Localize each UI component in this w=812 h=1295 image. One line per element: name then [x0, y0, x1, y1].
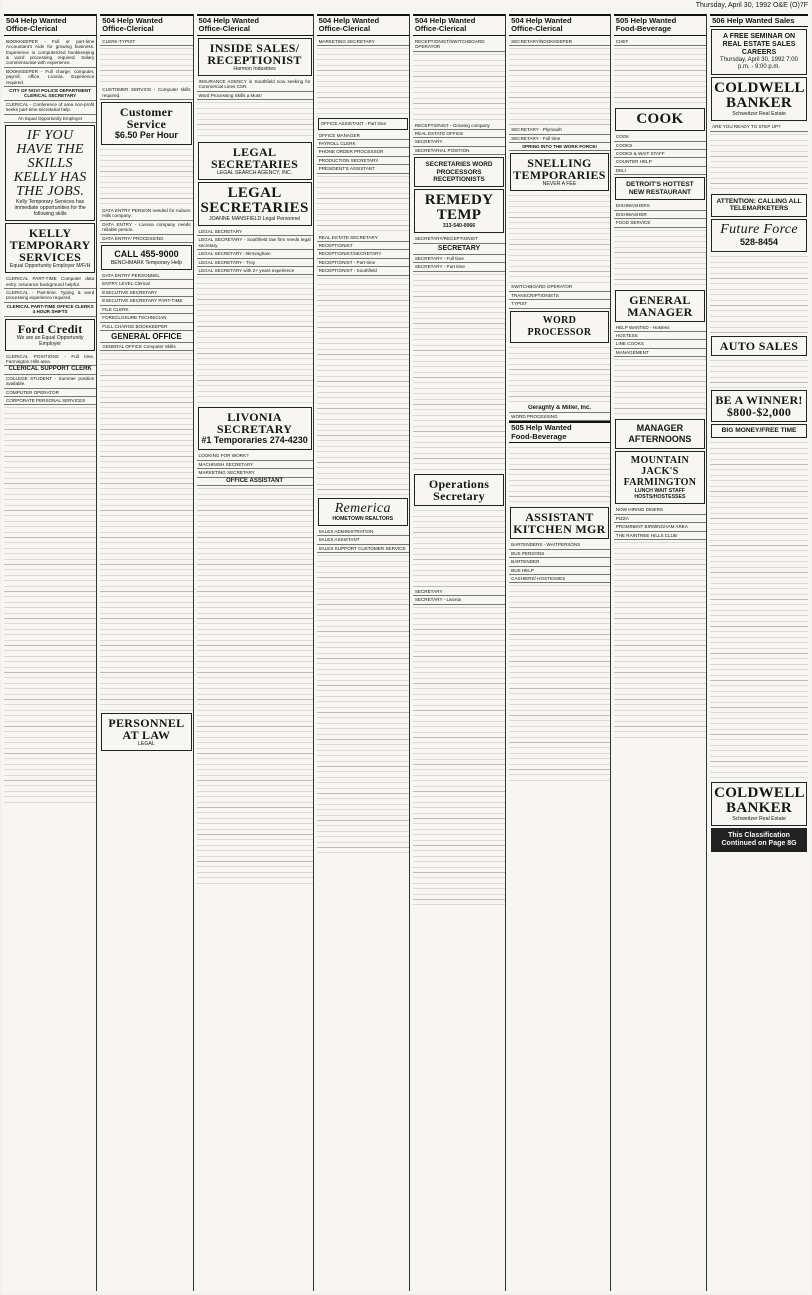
classified-ad: SECRETARY - Full time — [413, 255, 505, 263]
display-ad-title: Customer Service — [119, 105, 173, 132]
fine-print — [614, 46, 706, 106]
column-4 — [317, 14, 410, 1291]
classified-ad: CHEF — [614, 38, 706, 46]
classified-ad: DISHWASHERS — [614, 202, 706, 210]
display-ad-sub: 528-8454 — [740, 237, 779, 247]
column-2 — [100, 14, 193, 1291]
display-ad-livonia — [198, 407, 312, 450]
classified-ad: INSURANCE AGENCY in Southfield now seeking for Commercial Lines CSR. — [197, 78, 313, 92]
column-5 — [413, 14, 506, 1291]
classified-ad: WORD PROCESSING — [509, 413, 610, 421]
classified-ad: RECEPTIONIST — [317, 242, 409, 250]
fine-print — [413, 52, 505, 122]
display-ad-be-a-winner — [711, 390, 807, 422]
display-ad-title: KELLY TEMPORARY SERVICES — [9, 226, 91, 265]
section-header: 504 Help Wanted Office-Clerical — [100, 14, 192, 36]
display-ad-remedy — [414, 189, 504, 233]
classified-ad: DELI — [614, 167, 706, 175]
fine-print — [509, 583, 610, 783]
display-ad-customer-service — [101, 102, 191, 145]
newspaper-page — [2, 0, 810, 1293]
section-header: 506 Help Wanted Sales — [710, 14, 808, 27]
classified-ad: FOOD SERVICE — [614, 219, 706, 227]
classified-ad: CLERICAL PART-TIME OFFICE CLERKS 4 HOUR SHIFTS — [4, 303, 96, 317]
classified-ad: MARKETING SECRETARY — [317, 38, 409, 46]
display-ad-title: SNELLING TEMPORARIES — [513, 156, 606, 183]
classified-ad: NOW HIRING DINERS — [614, 506, 706, 514]
classified-ad: LINE COOKS — [614, 340, 706, 348]
classified-ad: BUS HELP — [509, 567, 610, 575]
display-ad-general-manager — [615, 290, 705, 322]
fine-print — [100, 147, 192, 207]
classified-ad: LEGAL SECRETARY — [197, 228, 313, 236]
classified-ad: EXECUTIVE SECRETARY — [100, 289, 192, 297]
classified-ad: RECEPTIONIST - Southfield — [317, 267, 409, 275]
classified-ad: OFFICE ASSISTANT - Part time — [318, 118, 408, 129]
classified-ad: SECRETARY — [413, 244, 505, 255]
display-ad-sub: Kelly Temporary Services has immediate opportunities for the following skills — [14, 199, 86, 218]
classified-ad: CITY OF NOVI POLICE DEPARTMENT CLERICAL SECRETARY — [4, 87, 96, 101]
classified-ad: DATA ENTRY/ PROCESSING — [100, 235, 192, 243]
display-ad-title: Future Force — [720, 222, 798, 237]
display-ad-remerica — [318, 498, 408, 526]
classified-ad: SALES SUPPORT CUSTOMER SERVICE — [317, 545, 409, 553]
classified-ad: SPRING INTO THE WORK FORCE! — [509, 143, 610, 151]
display-ad-coldwell-banker-2 — [711, 782, 807, 826]
display-ad-mansfield — [198, 182, 312, 226]
display-ad-kelly — [5, 125, 95, 221]
classified-ad: Word Processing Skills a Must! — [197, 92, 313, 100]
display-ad-title: REMEDY TEMP — [424, 192, 494, 224]
column-8 — [710, 14, 808, 1291]
display-ad-title: Operations Secretary — [428, 476, 490, 503]
display-ad-title: LEGAL SECRETARIES — [211, 145, 299, 172]
fine-print — [509, 445, 610, 505]
column-3 — [197, 14, 314, 1291]
classified-ad: MARKETING SECRETARY — [197, 469, 313, 477]
display-ad-auto-sales — [711, 336, 807, 356]
fine-print — [197, 275, 313, 405]
section-header: 504 Help Wanted Office-Clerical — [317, 14, 409, 36]
display-ad-secretaries — [414, 157, 504, 187]
classified-ad: HOSTESS — [614, 332, 706, 340]
display-ad-title: LEGAL SECRETARIES — [200, 185, 309, 217]
display-ad-title: COLDWELL BANKER — [714, 80, 805, 112]
classified-ad: SWITCHBOARD OPERATOR — [509, 283, 610, 291]
column-7 — [614, 14, 707, 1291]
display-ad-title: SECRETARIES WORD PROCESSORS RECEPTIONISTS — [425, 161, 493, 184]
classified-ad: SECRETARY — [413, 588, 505, 596]
display-ad-inside-sales — [198, 38, 312, 76]
classified-ad: COUNTER HELP — [614, 158, 706, 166]
classified-ad: COMPUTER OPERATOR — [4, 389, 96, 397]
classified-ad: RECEPTIONIST - Part-time — [317, 259, 409, 267]
classified-ad: CLERICAL POSITIONS - Full time, Farmington Hills area. — [4, 353, 96, 367]
section-header: 504 Help Wanted Office-Clerical — [197, 14, 313, 36]
classified-ad: CLERICAL - Conference of area non-profit seeks part-time secretarial help. — [4, 101, 96, 115]
fine-print — [317, 46, 409, 116]
display-ad-title: Remerica — [334, 500, 391, 516]
classified-ad: BOOKKEEPER - Full charge, computer, payroll, office, Livonia. Experience required. — [4, 68, 96, 87]
display-ad-sub: Equal Opportunity Employer M/F/H — [9, 263, 91, 270]
display-ad-title: ASSISTANT KITCHEN MGR — [513, 510, 606, 537]
display-ad-operations — [414, 474, 504, 506]
display-ad-kelly-temps — [5, 223, 95, 273]
classified-ad: SECRETARY - Plymouth — [509, 126, 610, 134]
display-ad-title: BE A WINNER! $800-$2,000 — [715, 393, 803, 419]
display-ad-word-processor — [510, 311, 609, 343]
section-header: 505 Help Wanted Food-Beverage — [509, 421, 610, 443]
classified-ad: MANAGEMENT — [614, 349, 706, 357]
fine-print — [317, 174, 409, 234]
classified-ad: CLERK-TYPIST — [100, 38, 192, 46]
fine-print — [317, 553, 409, 853]
classified-ad: RECEPTIONIST/SWITCHBOARD OPERATOR — [413, 38, 505, 52]
classified-ad: CLERICAL SUPPORT CLERK — [4, 366, 96, 374]
classified-ad: BARTENDERS - WAITPERSONS — [509, 541, 610, 549]
display-ad-mountain-jacks — [615, 451, 705, 504]
classified-ad: HELP WANTED - Hostess — [614, 324, 706, 332]
column-1 — [4, 14, 97, 1291]
display-ad-sub: BENCHMARK Temporary Help — [110, 260, 182, 267]
display-ad-sub: NEVER A FEE — [542, 181, 577, 188]
classified-ad: GENERAL OFFICE Computer Skills — [100, 343, 192, 351]
display-ad-kitchen-mgr — [510, 507, 609, 539]
classified-ad: CLERICAL - Part-time. Typing & word processing experience required. — [4, 289, 96, 303]
classified-ad: SECRETARY — [413, 138, 505, 146]
classified-ad: SECRETARY - Livonia — [413, 596, 505, 604]
classified-ad: BARTENDER — [509, 558, 610, 566]
display-ad-sub: 313-540-0066 — [442, 223, 476, 230]
fine-print — [710, 254, 808, 334]
classified-ad: TYPIST — [509, 300, 610, 308]
classified-ad: ENTRY LEVEL Clerical — [100, 280, 192, 288]
classified-ad: BUS PERSONS — [509, 550, 610, 558]
display-ad-sub: LEGAL SEARCH AGENCY, INC. — [216, 170, 293, 177]
classified-ad: PRODUCTION SECRETARY — [317, 157, 409, 165]
classified-ad: CORPORATE PERSONAL SERVICES — [4, 397, 96, 405]
classified-ad: SECRETARY - Part time — [413, 263, 505, 271]
display-ad-title: DETROIT'S HOTTEST NEW RESTAURANT — [626, 181, 694, 196]
display-ad-sub: Schweitzer Real Estate — [732, 111, 786, 118]
display-ad-personnel-at-law — [101, 713, 191, 751]
classified-ad: CASHIERS/ HOSTESSES — [509, 575, 610, 583]
classified-ad: RECEPTIONIST - Growing company — [413, 122, 505, 130]
display-ad-title: A FREE SEMINAR ON REAL ESTATE SALES CAREERS — [722, 33, 796, 57]
display-ad-title: COLDWELL BANKER — [714, 785, 805, 816]
classified-ad: PIZZA — [614, 515, 706, 523]
fine-print — [614, 228, 706, 288]
display-ad-sub: $6.50 Per Hour — [114, 130, 178, 141]
fine-print — [509, 46, 610, 126]
classified-ad: SALES ASSISTANT — [317, 536, 409, 544]
display-ad-future-force — [711, 219, 807, 252]
classified-ad: BOOKKEEPER - Full or part-time Accountant's Aide for growing business. Experience in computerized bookkeeping & word processing required. Salary commensurate with experience. — [4, 38, 96, 68]
classified-ad: REAL ESTATE SECRETARY — [317, 234, 409, 242]
classified-ad: EXECUTIVE SECRETARY PART-TIME — [100, 297, 192, 305]
display-ad-title: BIG MONEY/FREE TIME — [721, 427, 797, 434]
classified-ad: RECEPTIONIST/SECRETARY — [317, 250, 409, 258]
classified-ad: COOKS & WAIT STAFF — [614, 150, 706, 158]
display-ad-ford — [5, 319, 95, 351]
fine-print — [710, 132, 808, 192]
display-ad-title: MANAGER AFTERNOONS — [628, 423, 692, 445]
display-ad-continued — [711, 828, 807, 852]
classified-ad: DATA ENTRY PERSONNEL — [100, 272, 192, 280]
classified-ad: LEGAL SECRETARY - Southfield law firm needs legal secretary. — [197, 236, 313, 250]
display-ad-telemarketers — [711, 194, 807, 217]
display-ad-sub: LEGAL — [138, 741, 155, 748]
section-header: 504 Help Wanted Office-Clerical — [509, 14, 610, 36]
display-ad-snelling — [510, 153, 609, 191]
classified-ad: DATA ENTRY PERSON needed for Auburn Hills company. — [100, 207, 192, 221]
display-ad-benchmark — [101, 245, 191, 270]
display-ad-title: WORD PROCESSOR — [527, 314, 592, 338]
page-folio — [602, 2, 808, 13]
display-ad-title: PERSONNEL AT LAW — [108, 716, 185, 743]
classified-columns — [4, 14, 808, 1291]
display-ad-manager-afternoons — [615, 419, 705, 449]
fine-print — [4, 405, 96, 805]
display-ad-title: This Classification Continued on Page 8G — [721, 832, 797, 847]
classified-ad: PHONE ORDER PROCESSOR — [317, 148, 409, 156]
display-ad-sub: We are an Equal Opportunity Employer — [16, 334, 84, 347]
display-ad-sub: Harmon Industries — [233, 65, 276, 72]
classified-ad: An Equal Opportunity Employer — [4, 115, 96, 123]
classified-ad: CLERICAL PART-TIME Computer data entry. Insurance background helpful. — [4, 275, 96, 289]
classified-ad: Geraghty & Miller, Inc. — [509, 405, 610, 413]
classified-ad: REAL ESTATE OFFICE — [413, 130, 505, 138]
classified-ad: SALES ADMINISTRATION — [317, 528, 409, 536]
display-ad-sub: JOANNE MANSFIELD Legal Personnel — [209, 216, 301, 223]
section-header: 505 Help Wanted Food-Beverage — [614, 14, 706, 36]
fine-print — [197, 100, 313, 140]
display-ad-sub: Thursday, April 30, 1992 7:00 p.m. - 9:00 p.m. — [720, 57, 798, 71]
classified-ad: LEGAL SECRETARY - Troy — [197, 259, 313, 267]
display-ad-title: COOK — [636, 111, 684, 128]
classified-ad: COOK — [614, 133, 706, 141]
classified-ad: COOKS — [614, 142, 706, 150]
classified-ad: DISHWASHER — [614, 211, 706, 219]
display-ad-coldwell-banker — [711, 77, 807, 121]
display-ad-cook — [615, 108, 705, 131]
fine-print — [317, 276, 409, 496]
display-ad-title: MOUNTAIN JACK'S FARMINGTON — [623, 455, 697, 489]
classified-ad: LEGAL SECRETARY - Birmingham — [197, 250, 313, 258]
classified-ad: LOOKING FOR WORK? — [197, 452, 313, 460]
classified-ad: DATA ENTRY - Livonia company needs reliable person. — [100, 221, 192, 235]
display-ad-title: INSIDE SALES/ RECEPTIONIST — [207, 40, 302, 67]
classified-ad: SECRETARY - Full time — [509, 135, 610, 143]
fine-print — [614, 357, 706, 417]
fine-print — [710, 358, 808, 388]
display-ad-sub: Schweitzer Real Estate — [732, 816, 786, 822]
classified-ad: OFFICE MANAGER — [317, 132, 409, 140]
classified-ad: GENERAL OFFICE — [100, 331, 192, 343]
classified-ad: SECRETARIAL POSITION — [413, 147, 505, 155]
display-ad-detroit-restaurant — [615, 177, 705, 200]
classified-ad: PROMINENT BIRMINGHAM AREA — [614, 523, 706, 531]
classified-ad: SECRETARY/RECEPTIONIST — [413, 235, 505, 243]
fine-print — [413, 508, 505, 588]
section-header: 504 Help Wanted Office-Clerical — [413, 14, 505, 36]
display-ad-sub: HOMETOWN REALTORS — [332, 515, 394, 522]
display-ad-title: ATTENTION: CALLING ALL TELEMARKETERS — [716, 197, 802, 213]
section-header: 504 Help Wanted Office-Clerical — [4, 14, 96, 36]
classified-ad: FULL CHARGE BOOKKEEPER — [100, 323, 192, 331]
fine-print — [710, 440, 808, 780]
display-ad-title: LIVONIA SECRETARY — [216, 410, 293, 437]
folio-right: Thursday, April 30, 1992 O&E (O)7F — [695, 2, 808, 9]
classified-ad: FORECLOSURE TECHNICIAN — [100, 314, 192, 322]
fine-print — [413, 605, 505, 905]
classified-ad: MACHINISH SECRETARY — [197, 461, 313, 469]
classified-ad: CUSTOMER SERVICE - Computer skills required. — [100, 86, 192, 100]
display-ad-title: IF YOU HAVE THE SKILLS KELLY HAS THE JOBS. — [13, 128, 87, 200]
display-ad-legal-search — [198, 142, 312, 180]
display-ad-title: GENERAL MANAGER — [627, 292, 693, 319]
display-ad-big-money — [711, 424, 807, 438]
classified-ad: PRESIDENT'S ASSISTANT — [317, 165, 409, 173]
display-ad-title: AUTO SALES — [719, 339, 799, 353]
display-ad-seminar — [711, 29, 807, 75]
fine-print — [509, 193, 610, 283]
classified-ad: ARE YOU READY TO STEP UP? — [710, 123, 808, 131]
display-ad-sub: #1 Temporaries 274-4230 — [201, 435, 308, 446]
fine-print — [509, 345, 610, 405]
classified-ad: COLLEGE STUDENT - Summer position available. — [4, 375, 96, 389]
fine-print — [614, 540, 706, 740]
column-6 — [509, 14, 611, 1291]
display-ad-title: CALL 455-9000 — [114, 249, 179, 260]
fine-print — [413, 272, 505, 472]
classified-ad: FILE CLERK — [100, 306, 192, 314]
classified-ad: SECRETARY/BOOKKEEPER — [509, 38, 610, 46]
classified-ad: THE RAINTREE HILLS CLUB — [614, 532, 706, 540]
classified-ad: PAYROLL CLERK — [317, 140, 409, 148]
fine-print — [100, 46, 192, 86]
display-ad-title: Ford Credit — [17, 321, 83, 336]
classified-ad: TRANSCRIPTIONISTS — [509, 292, 610, 300]
classified-ad: OFFICE ASSISTANT — [197, 478, 313, 486]
fine-print — [197, 486, 313, 886]
display-ad-sub: LUNCH WAIT STAFF HOSTS/HOSTESSES — [634, 488, 686, 501]
classified-ad: LEGAL SECRETARY with 2+ years experience — [197, 267, 313, 275]
fine-print — [100, 351, 192, 711]
